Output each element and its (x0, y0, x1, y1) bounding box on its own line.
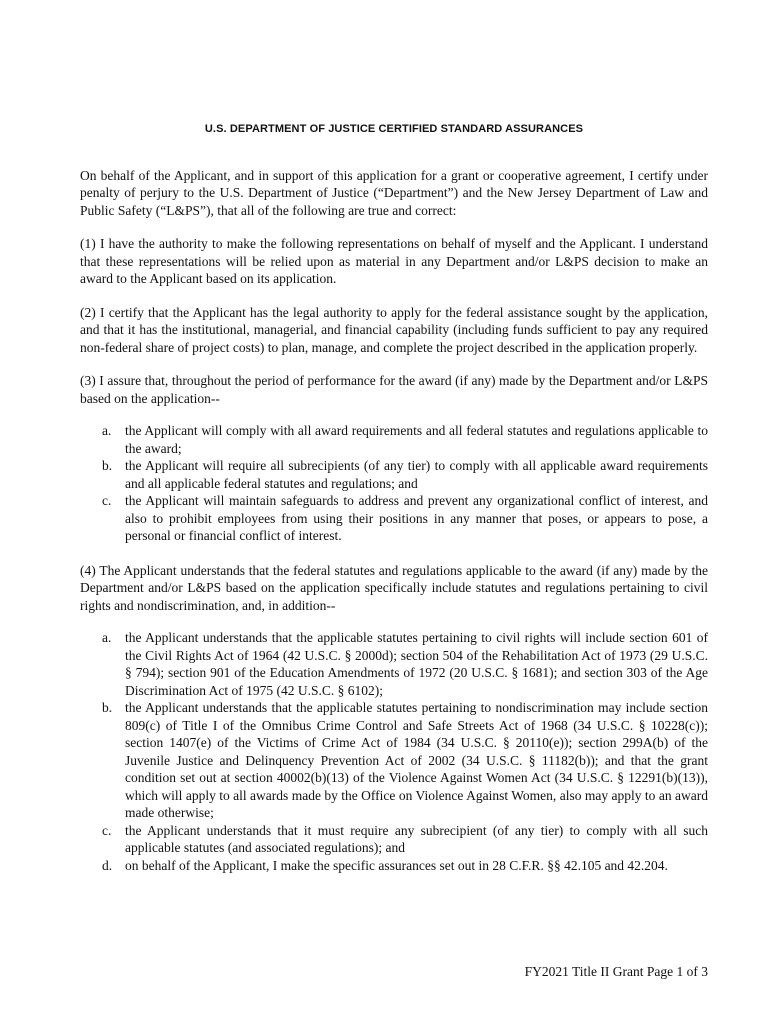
list-marker: b. (102, 700, 113, 715)
list-item-text: on behalf of the Applicant, I make the specific assurances set out in 28 C.F.R. §§ 42.105 and 42.204. (125, 857, 668, 873)
list-marker: d. (102, 857, 113, 873)
list-marker: a. (102, 630, 112, 645)
list-item-text: the Applicant understands that it must require any subrecipient (of any tier) to comply with all such applicable statutes (and associated regulations); and (125, 822, 708, 855)
paragraph-3: (3) I assure that, throughout the period of performance for the award (if any) made by the Department and/or L&PS based on the application-- (80, 373, 708, 406)
paragraph-2: (2) I certify that the Applicant has the legal authority to apply for the federal assistance sought by the application, and that it has the institutional, managerial, and financial capability (including funds sufficient to pay any required non-federal share of project costs) to plan, manage, and complete the project described in the application properly. (80, 304, 708, 355)
list-item (80, 422, 708, 457)
paragraph-3-list (80, 422, 708, 545)
paragraph-1: (1) I have the authority to make the following representations on behalf of myself and the Applicant. I understand that these representations will be relied upon as material in any Department and/or L&PS decision to make an award to the Applicant based on its application. (80, 236, 708, 286)
list-item (80, 857, 708, 875)
list-marker: a. (102, 423, 112, 438)
list-item (80, 699, 708, 822)
list-item-text: the Applicant understands that the applicable statutes pertaining to nondiscrimination may include section 809(c) of Title I of the Omnibus Crime Control and Safe Streets Act of 1968 (34 U.S.C. § 10228(c)); section 1407(e) of the Victims of Crime Act of 1984 (34 U.S.C. § 20110(e)); section 299A(b) of the Juvenile Justice and Delinquency Prevention Act of 2002 (34 U.S.C. § 11182(b)); and that the grant condition set out at section 40002(b)(13) of the Violence Against Women Act (34 U.S.C. § 12291(b)(13)), which will apply to all awards made by the Office on Violence Against Women, also may apply to an award made otherwise; (125, 700, 708, 820)
list-marker: c. (102, 493, 112, 508)
list-item (80, 492, 708, 545)
list-marker: b. (102, 458, 113, 473)
list-item-text: the Applicant understands that the applicable statutes pertaining to civil rights will include section 601 of the Civil Rights Act of 1964 (42 U.S.C. § 2000d); section 504 of the Rehabilitation Act of 1973 (29 U.S.C. § 794); section 901 of the Education Amendments of 1972 (20 U.S.C. § 1681); and section 303 of the Age Discrimination Act of 1975 (42 U.S.C. § 6102); (125, 630, 708, 698)
list-item (80, 822, 708, 857)
paragraph-4: (4) The Applicant understands that the federal statutes and regulations applicable to the award (if any) made by the Department and/or L&PS based on the application specifically include statutes and regulations pertaining to civil rights and nondiscrimination, and, in addition-- (80, 562, 708, 613)
list-item (80, 629, 708, 699)
list-item-text: the Applicant will require all subrecipients (of any tier) to comply with all applicable award requirements and all applicable federal statutes and regulations; and (125, 458, 708, 491)
paragraph-4-list (80, 629, 708, 874)
list-marker: c. (102, 822, 112, 838)
list-item (80, 457, 708, 492)
list-item-text: the Applicant will comply with all award requirements and all federal statutes and regulations applicable to the award; (125, 423, 708, 456)
list-item-text: the Applicant will maintain safeguards to address and prevent any organizational conflict of interest, and also to prohibit employees from using their positions in any manner that poses, or appears to pose, a personal or financial conflict of interest. (125, 493, 708, 543)
document-title: U.S. DEPARTMENT OF JUSTICE CERTIFIED STANDARD ASSURANCES (204, 123, 584, 135)
page-footer: FY2021 Title II Grant Page 1 of 3 (524, 964, 708, 979)
intro-paragraph: On behalf of the Applicant, and in support of this application for a grant or cooperative agreement, I certify under penalty of perjury to the U.S. Department of Justice (“Department”) and the New Jersey Department of Law and Public Safety (“L&PS”), that all of the following are true and correct: (80, 167, 708, 218)
